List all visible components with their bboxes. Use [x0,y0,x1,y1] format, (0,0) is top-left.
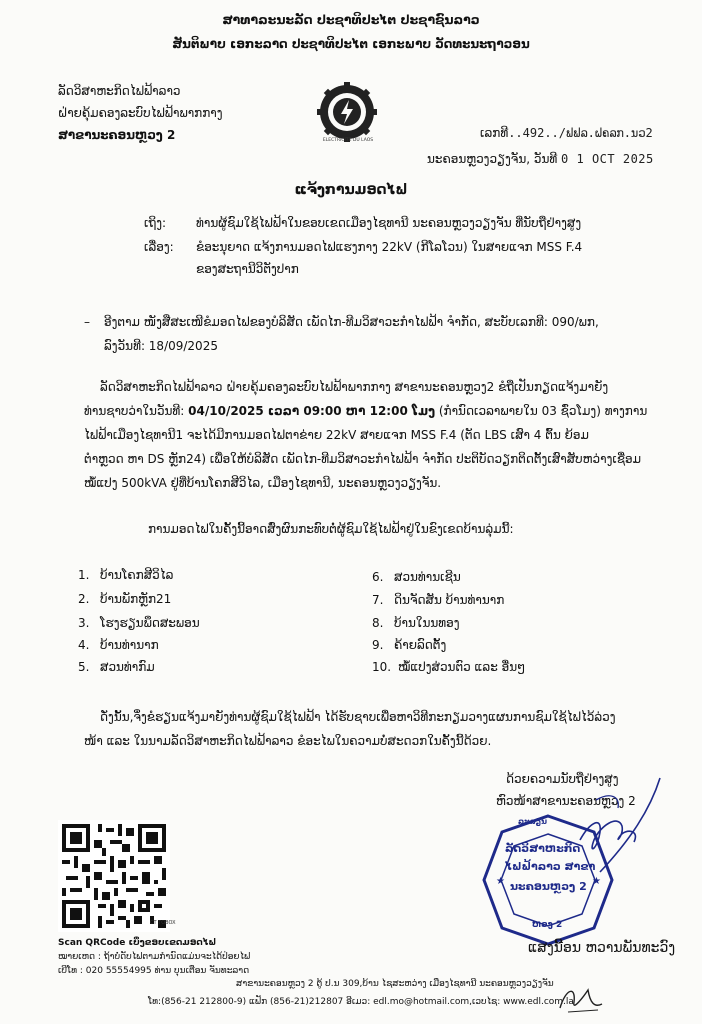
body-line2-c: (ກໍານົດເວລາພາຍໃນ 03 ຊົ່ວໂມງ) ທາງການ [435,404,648,418]
list-item: 10. ໝໍ້ແປງສ່ວນຕົວ ແລະ ອື່ນໆ [372,660,526,674]
document-title: ແຈ້ງການມອດໄຟ [294,182,408,198]
body-line5: ໝໍ້ແປງ 500kVA ຢູ່ທີ່ບ້ານໂຄກສີວິໄລ, ເມືອງໄຊທານີ, ນະຄອນຫຼວງວຽງຈັນ. [84,476,442,490]
place-date [427,152,654,166]
list-item: 2. ບ້ານພັກຫຼັກ21 [78,592,172,606]
org-branch: ສາຂານະຄອນຫຼວງ 2 [58,128,176,142]
footer-address: ສາຂານະຄອນຫຼວງ 2 ຕູ້ ປ.ນ 309,ບ້ານ ໄຊສະຫວ່າງ ເມືອງໄຊທານີ ນະຄອນຫຼວງວຽງຈັນ [236,979,554,989]
edl-logo [317,82,377,142]
stamp-bottom-text: ຫວງ 2 [532,920,563,930]
body-line4: ຕໍາຫຼວດ ຫາ DS ຫຼັກ24) ເພື່ອໃຫ້ບໍລິສັດ ເພັດໄກ-ທີມວິສາວະກໍາໄຟຟ້າ ຈໍາກັດ ປະຕິບັດວຽກຕິດຕັ້ງເສົາສັບຫວ່າງເຊື່ອມ [84,452,642,466]
qr-code[interactable] [58,820,170,932]
stamp-line2: ໄຟຟ້າລາວ ສາຂາ [505,860,596,873]
to-text: ທ່ານຜູ້ຊົມໃຊ້ໄຟຟ້າໃນຂອບເຂດເມືອງໄຊທານີ ນະຄອນຫຼວງວຽງຈັນ ທີ່ນັບຖືຢ່າງສູງ [196,216,582,230]
logo-caption: ELECTRICITE DU LAOS [322,138,374,143]
reference-line2: ລົງວັນທີ: 18/09/2025 [104,339,218,353]
handwritten-signature [560,770,680,880]
org-name: ລັດວິສາຫະກິດໄຟຟ້າລາວ [58,84,181,98]
closing-line1: ດັ່ງນັ້ນ,ຈຶ່ງຂໍຮຽນແຈ້ງມາຍັງທ່ານຜູ້ຊົມໃຊ້ໄຟຟ້າ ໄດ້ຮັບຊາບເພື່ອຫາວິທີກະກຽມວາງແຜນການຊົມໃຊ້ໄຟໄວ້ລ່ວງ [100,710,616,724]
stamp-top-text: ລະລຽນ [518,817,548,826]
affected-title: ການມອດໄຟໃນຄັ້ງນີ້ອາດສົ່ງຜົນກະທົບຕໍ່ຜູ້ຊົມໃຊ້ໄຟຟ້າຢູ່ໃນຂົງເຂດບ້ານລຸ່ມນີ້: [148,522,514,536]
place-date-label: ນະຄອນຫຼວງວຽງຈັນ, ວັນທີ [427,152,558,166]
list-item: 6. ສວນທ່ານເຊີນ [372,570,461,584]
ref-number-value: ..492../ຟຟລ.ຝຄລກ.ນວ2 [508,126,653,140]
reference-line1: ອີງຕາມ ໜັງສືສະເໜີຂໍມອດໄຟຂອງບໍລິສັດ ເພັດໄກ-ທີມວິສາວະກໍາໄຟຟ້າ ຈໍາກັດ, ສະບັບເລກທີ: 090/ພກ, [104,315,599,329]
list-item: 5. ສວນທ່າກົມ [78,660,155,674]
qr-note: ໝາຍເຫດ : ຖ້າບໍ່ດັບໄຟຕາມກຳນົດແມ່ນຈະໄດ້ປ່ອຍໄຟ [58,952,251,962]
respect-text: ດ້ວຍຄວາມນັບຖືຢ່າງສູງ [506,772,619,786]
svg-text:★: ★ [496,876,505,887]
closing-line2: ໜ້າ ແລະ ໃນນາມລັດວິສາຫະກິດໄຟຟ້າລາວ ຂໍອະໄພໃນຄວາມບໍ່ສະດວກໃນຄັ້ງນີ້ດ້ວຍ. [84,734,492,748]
signer-position: ຫົວໜ້າສາຂານະຄອນຫຼວງ 2 [496,794,636,808]
org-division: ຝ່າຍຄຸ້ມຄອງລະບົບໄຟຟ້າພາກກາງ [58,106,223,120]
bullet-dash: – [84,315,90,329]
list-item: 7. ດິນຈັດສັນ ບ້ານທ່ານາກ [372,593,505,607]
footer-contact: ໂທ:(856-21 212800-9) ແຟັກ (856-21)212807 ອີເມວ: edl.mo@hotmail.com,ເວບໄຊ: www.edl.com.la [148,997,574,1007]
list-item: 3. ໂຮງຮຽນພຶດສະພອນ [78,616,200,630]
svg-text:★: ★ [592,876,601,887]
qr-label: CT TOBOX [150,920,176,926]
body-line2 [84,404,647,418]
country-name: ສາທາລະນະລັດ ປະຊາທິປະໄຕ ປະຊາຊົນລາວ [222,12,480,27]
national-motto: ສັນຕິພາບ ເອກະລາດ ປະຊາທິປະໄຕ ເອກະພາບ ວັດທະນະຖາວອນ [172,37,530,51]
stamp-line3: ນະຄອນຫຼວງ 2 [510,880,587,893]
stamp-line1: ລັດວິສາຫະກິດ [505,842,581,855]
body-line3: ໄຟຟ້າເມືອງໄຊທານີ1 ຈະໄດ້ມີການມອດໄຟຕາຂ່າຍ 22kV ສາຍແຈກ MSS F.4 (ຕັດ LBS ເສົາ 4 ຕົ້ນ ຍ້ອມ [84,428,589,442]
signer-name: ແສງນີ້ອນ ຫວານພັນທະວົງ [528,940,676,956]
list-item: 8. ບ້ານໃນນທອງ [372,616,460,630]
body-line2-a: ທ່ານຊາບວ່າໃນວັນທີ: [84,404,189,418]
list-item: 9. ຄ້າຍລົດຕັ້ງ [372,638,447,652]
subject-line2: ຂອງສະຖານີວິຕັງປາກ [196,262,299,276]
list-item: 4. ບ້ານທ່ານາກ [78,638,159,652]
date-stamp: 0 1 OCT 2025 [561,152,654,166]
subject-label: ເລື່ອງ: [144,240,174,254]
body-line1: ລັດວິສາຫະກິດໄຟຟ້າລາວ ຝ່າຍຄຸ້ມຄອງລະບົບໄຟຟ້າພາກກາງ ສາຂານະຄອນຫຼວງ2 ຂໍຖືເປັນກຽດແຈ້ງມາຍັງ [100,380,609,394]
to-label: ເຖິງ: [144,216,167,230]
ref-number [480,126,653,140]
ref-number-label: ເລກທີ [480,126,509,140]
qr-contact: ເບີໂທ : 020 55554995 ທ່ານ ບຸນເຕືອນ ຈັນທະລາດ [58,966,250,976]
list-item: 1. ບ້ານໂຄກສີວິໄລ [78,568,174,582]
subject-line1: ຂໍອະນຸຍາດ ແຈ້ງການມອດໄຟແຮງກາງ 22kV (ກີໂລໂວນ) ໃນສາຍແຈກ MSS F.4 [196,240,583,254]
outage-time: 04/10/2025 ເວລາ 09:00 ຫາ 12:00 ໂມງ [188,404,436,418]
qr-scan-text: Scan QRCode ເບິ່ງຂອບເຂດມອດໄຟ [58,938,217,948]
footer-initials [554,982,604,1016]
